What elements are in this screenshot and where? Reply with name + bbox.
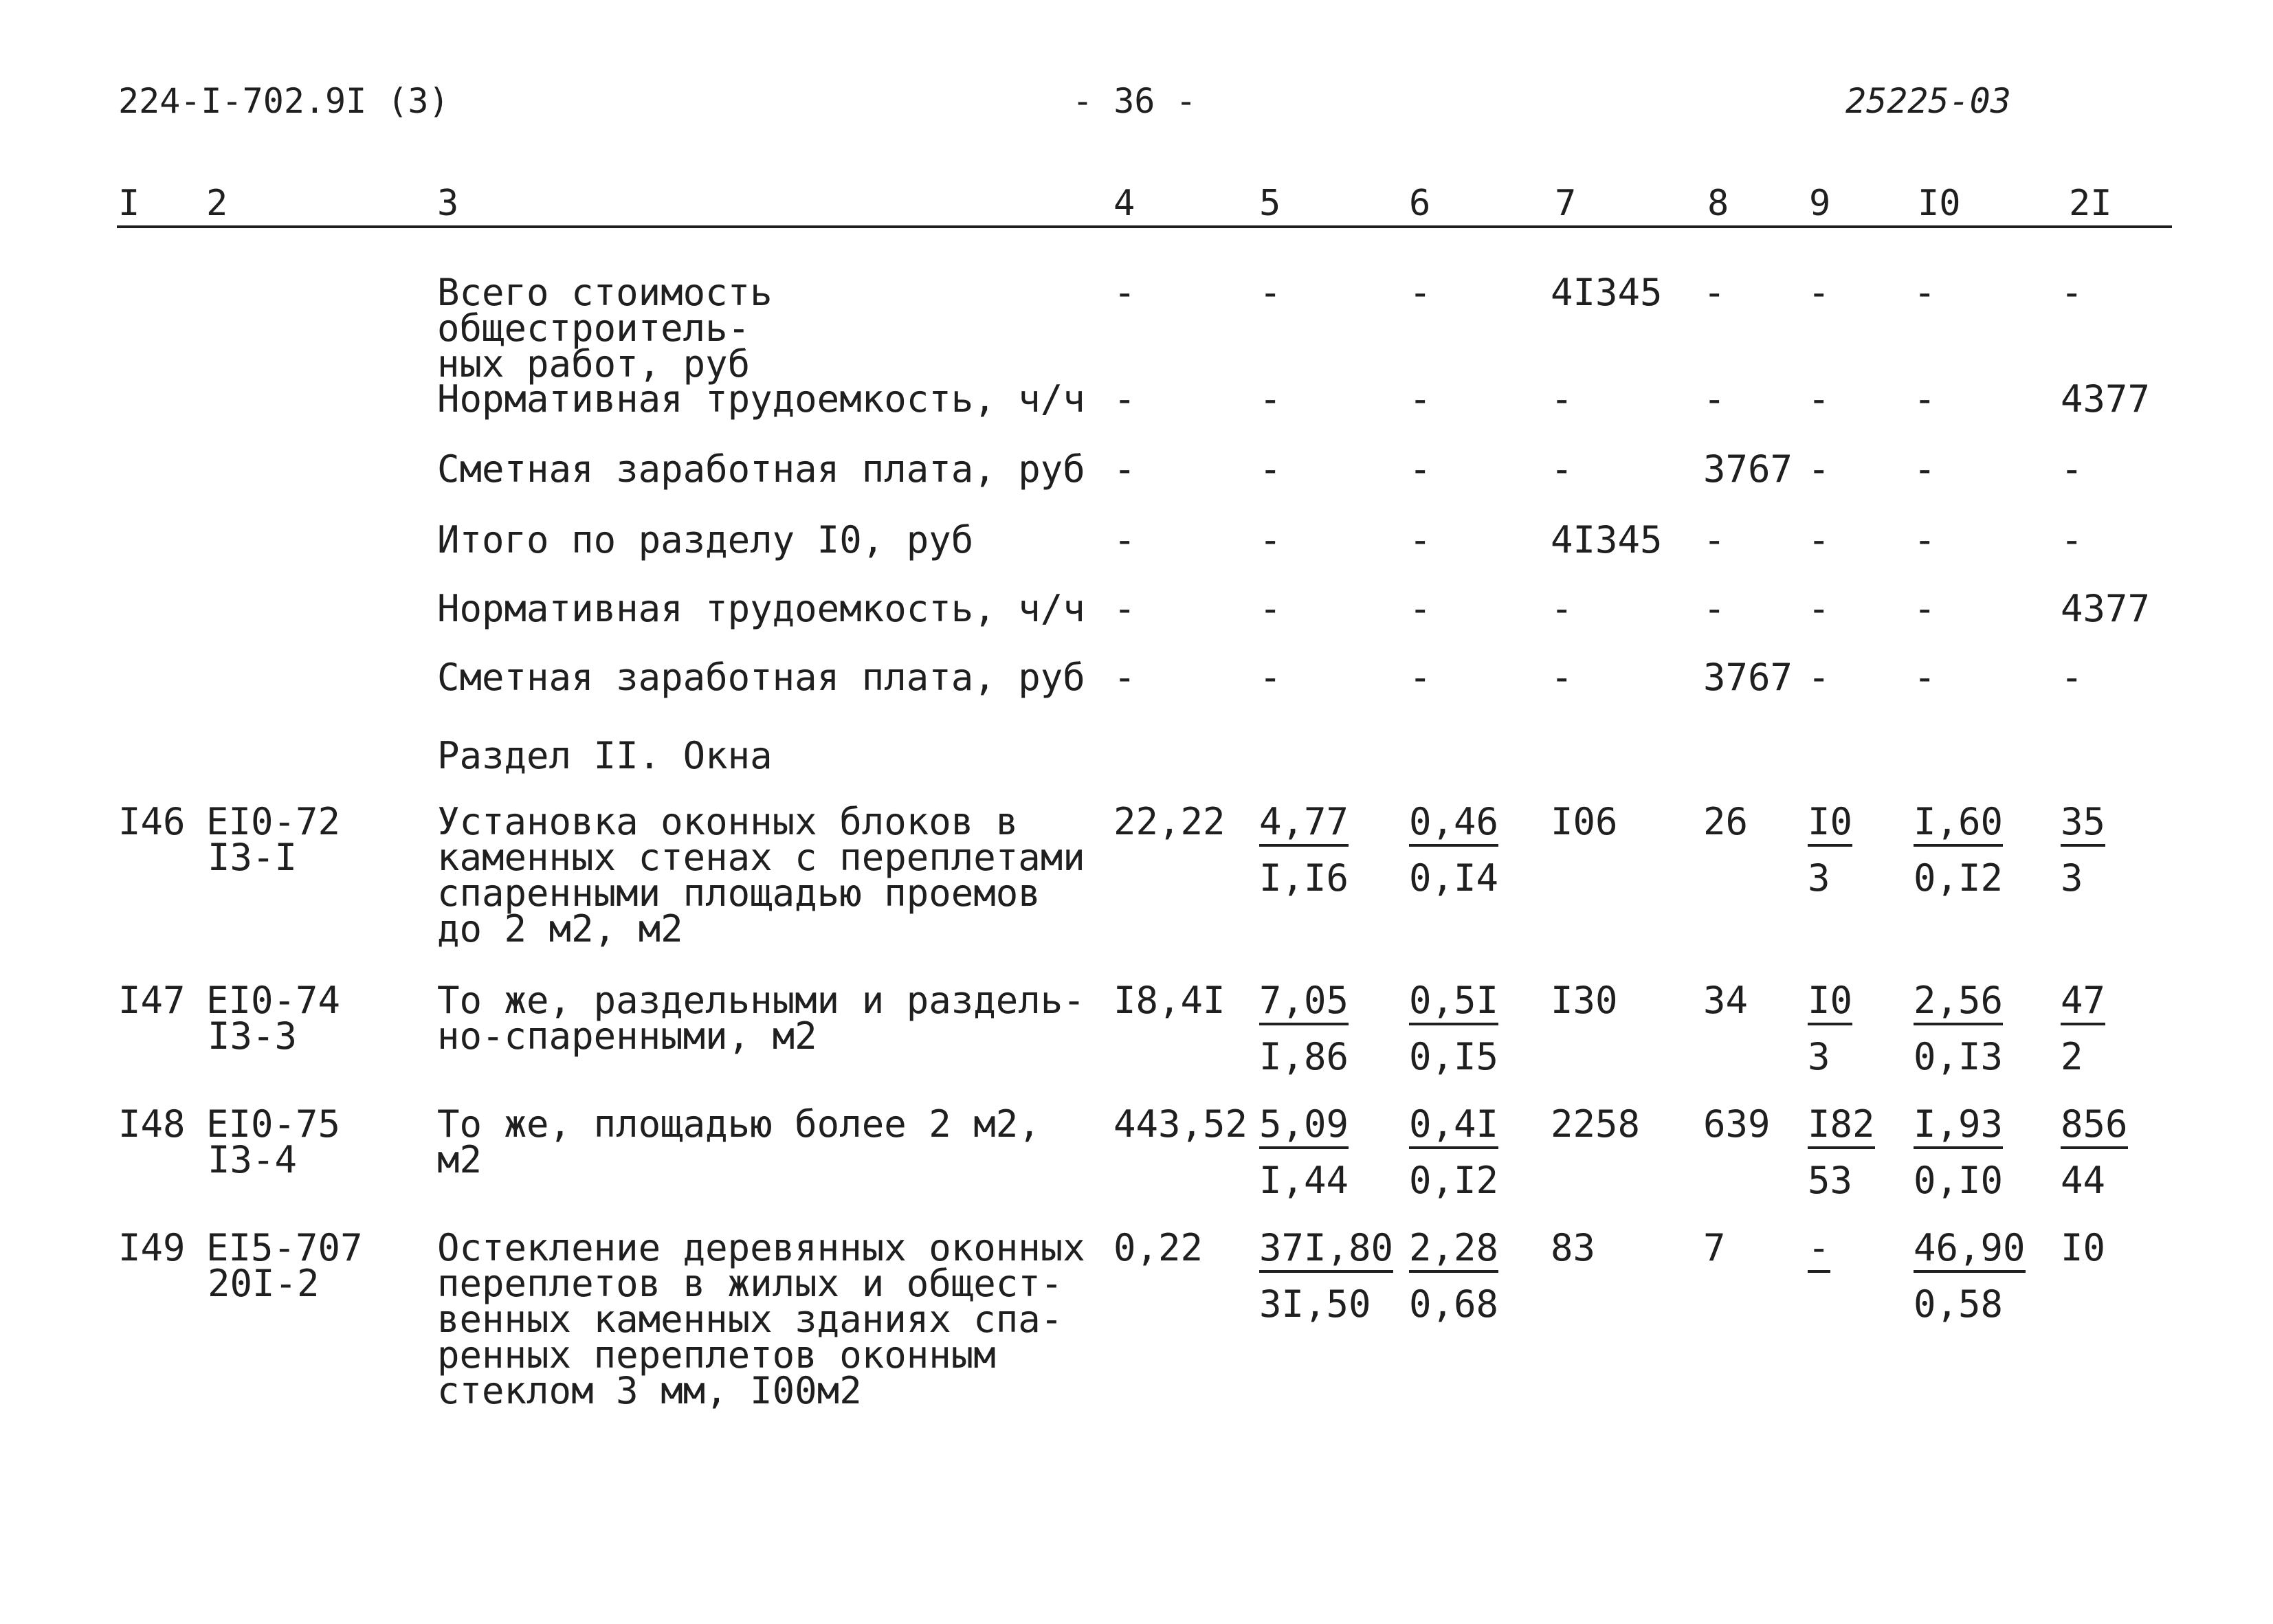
summary-cell-c21: - xyxy=(2061,518,2083,561)
summary-cell-c10: - xyxy=(1914,587,1936,630)
item-cell-c4: I8,4I xyxy=(1113,979,1226,1022)
column-header-1: I xyxy=(118,183,140,224)
section-title: Раздел II. Окна xyxy=(437,734,773,777)
fraction-numerator: 0,5I xyxy=(1409,983,1498,1025)
fraction-denominator: 3 xyxy=(2061,856,2083,900)
fraction-denominator: 2 xyxy=(2061,1035,2083,1078)
summary-cell-c4: - xyxy=(1113,377,1136,421)
summary-cell-c6: - xyxy=(1409,587,1432,630)
column-header-10: I0 xyxy=(1918,183,1961,224)
fraction-numerator: 4,77 xyxy=(1259,804,1349,847)
fraction-denominator: I,86 xyxy=(1259,1035,1349,1078)
fraction-denominator: 3I,50 xyxy=(1259,1282,1371,1326)
item-code-sub: I3-3 xyxy=(208,1014,298,1058)
summary-cell-c9: - xyxy=(1808,447,1830,491)
summary-cell-c9: - xyxy=(1808,656,1830,699)
fraction-denominator: I,I6 xyxy=(1259,856,1349,900)
summary-cell-c7: - xyxy=(1551,447,1573,491)
item-code: EI0-75 xyxy=(206,1102,341,1146)
item-code: EI5-707 xyxy=(206,1226,363,1269)
summary-cell-c6: - xyxy=(1409,656,1432,699)
summary-cell-c8: 3767 xyxy=(1703,656,1793,699)
summary-row-label: Всего стоимость общестроитель- ных работ, руб xyxy=(437,271,773,386)
page-number: - 36 - xyxy=(1072,81,1197,121)
summary-cell-c9: - xyxy=(1808,587,1830,630)
summary-cell-c21: - xyxy=(2061,271,2083,314)
item-fraction-c5 xyxy=(1259,800,1349,900)
item-cell-c4: 22,22 xyxy=(1113,800,1226,843)
item-cell-c8: 26 xyxy=(1703,800,1749,843)
item-fraction-c6 xyxy=(1409,800,1499,900)
summary-cell-c8: - xyxy=(1703,271,1726,314)
fraction-denominator: 0,I4 xyxy=(1409,856,1499,900)
item-code: EI0-74 xyxy=(206,979,341,1022)
item-cell-c4: 0,22 xyxy=(1113,1226,1204,1269)
item-fraction-c6 xyxy=(1409,979,1499,1078)
fraction-numerator: 47 xyxy=(2061,983,2105,1025)
summary-cell-c7: - xyxy=(1551,377,1573,421)
column-header-3: 3 xyxy=(437,183,459,224)
fraction-numerator: I0 xyxy=(1808,804,1852,847)
item-fraction-c10 xyxy=(1914,1226,2026,1326)
item-cell-c4: 443,52 xyxy=(1113,1102,1248,1146)
summary-cell-c8: - xyxy=(1703,587,1726,630)
summary-cell-c10: - xyxy=(1914,377,1936,421)
item-cell-c7: 2258 xyxy=(1551,1102,1641,1146)
fraction-numerator: 0,4I xyxy=(1409,1106,1498,1149)
column-header-11: 2I xyxy=(2069,183,2112,224)
column-header-9: 9 xyxy=(1809,183,1831,224)
summary-row-label: Итого по разделу I0, руб xyxy=(437,518,974,561)
fraction-denominator: 0,I5 xyxy=(1409,1035,1499,1078)
summary-row-label: Нормативная трудоемкость, ч/ч xyxy=(437,587,1085,630)
header-rule xyxy=(117,225,2172,228)
summary-cell-c10: - xyxy=(1914,656,1936,699)
fraction-numerator: 46,90 xyxy=(1914,1230,2026,1273)
item-code-sub: I3-I xyxy=(208,836,298,879)
summary-cell-c8: 3767 xyxy=(1703,447,1793,491)
fraction-denominator: 0,I2 xyxy=(1914,856,2004,900)
fraction-numerator: 2,56 xyxy=(1914,983,2003,1025)
summary-cell-c4: - xyxy=(1113,518,1136,561)
item-cell-c8: 34 xyxy=(1703,979,1749,1022)
item-description: То же, раздельными и раздель- но-спаренными, м2 xyxy=(437,979,1085,1058)
fraction-numerator: 5,09 xyxy=(1259,1106,1349,1149)
fraction-denominator: 0,I3 xyxy=(1914,1035,2004,1078)
fraction-denominator: 0,I2 xyxy=(1409,1159,1499,1202)
summary-cell-c5: - xyxy=(1259,656,1282,699)
fraction-numerator: - xyxy=(1808,1230,1830,1273)
summary-cell-c21: - xyxy=(2061,656,2083,699)
summary-cell-c8: - xyxy=(1703,518,1726,561)
item-fraction-c10 xyxy=(1914,1102,2004,1202)
item-cell-c7: I30 xyxy=(1551,979,1618,1022)
item-fraction-c5 xyxy=(1259,1102,1349,1202)
summary-cell-c6: - xyxy=(1409,447,1432,491)
summary-cell-c7: - xyxy=(1551,587,1573,630)
summary-row-label: Сметная заработная плата, руб xyxy=(437,656,1085,699)
fraction-numerator: I0 xyxy=(1808,983,1852,1025)
summary-row-label: Сметная заработная плата, руб xyxy=(437,447,1085,491)
item-fraction-c21 xyxy=(2061,800,2106,900)
fraction-numerator: 856 xyxy=(2061,1106,2128,1149)
fraction-denominator: 0,68 xyxy=(1409,1282,1499,1326)
fraction-denominator xyxy=(1808,1287,1830,1322)
fraction-denominator: 53 xyxy=(1808,1159,1853,1202)
summary-cell-c5: - xyxy=(1259,587,1282,630)
fraction-numerator: I,60 xyxy=(1914,804,2003,847)
item-number: I49 xyxy=(118,1226,186,1269)
fraction-numerator: 2,28 xyxy=(1409,1230,1498,1273)
fraction-denominator: 0,58 xyxy=(1914,1282,2004,1326)
summary-cell-c4: - xyxy=(1113,447,1136,491)
summary-cell-c5: - xyxy=(1259,447,1282,491)
fraction-denominator: I,44 xyxy=(1259,1159,1349,1202)
summary-cell-c9: - xyxy=(1808,271,1830,314)
inventory-number: 25225-03 xyxy=(1845,81,2011,121)
item-fraction-c9 xyxy=(1808,1102,1875,1202)
item-fraction-c9 xyxy=(1808,800,1853,900)
item-number: I48 xyxy=(118,1102,186,1146)
item-description: Остекление деревянных оконных переплетов в жилых и общест- венных каменных зданиях спа- ренных переплетов оконным стеклом 3 мм, I00м2 xyxy=(437,1226,1085,1412)
item-cell-c7: 83 xyxy=(1551,1226,1596,1269)
summary-cell-c6: - xyxy=(1409,271,1432,314)
summary-cell-c21: - xyxy=(2061,447,2083,491)
summary-cell-c4: - xyxy=(1113,656,1136,699)
item-cell-c21: I0 xyxy=(2061,1226,2106,1269)
summary-cell-c10: - xyxy=(1914,271,1936,314)
item-code-sub: I3-4 xyxy=(208,1138,298,1181)
summary-cell-c10: - xyxy=(1914,447,1936,491)
fraction-denominator: 3 xyxy=(1808,856,1830,900)
item-cell-c7: I06 xyxy=(1551,800,1618,843)
summary-cell-c7: 4I345 xyxy=(1551,271,1663,314)
item-code-sub: 20I-2 xyxy=(208,1262,320,1305)
fraction-numerator: I82 xyxy=(1808,1106,1875,1149)
item-fraction-c6 xyxy=(1409,1226,1499,1326)
document-code: 224-I-702.9I (3) xyxy=(118,81,450,121)
summary-cell-c9: - xyxy=(1808,518,1830,561)
summary-cell-c5: - xyxy=(1259,518,1282,561)
fraction-denominator: 3 xyxy=(1808,1035,1830,1078)
fraction-numerator: 7,05 xyxy=(1259,983,1349,1025)
item-fraction-c21 xyxy=(2061,979,2106,1078)
summary-cell-c9: - xyxy=(1808,377,1830,421)
fraction-denominator: 44 xyxy=(2061,1159,2106,1202)
item-fraction-c10 xyxy=(1914,979,2004,1078)
summary-cell-c4: - xyxy=(1113,587,1136,630)
fraction-numerator: 37I,80 xyxy=(1259,1230,1393,1273)
summary-row-label: Нормативная трудоемкость, ч/ч xyxy=(437,377,1085,421)
column-header-5: 5 xyxy=(1259,183,1281,224)
summary-cell-c7: - xyxy=(1551,656,1573,699)
summary-cell-c4: - xyxy=(1113,271,1136,314)
item-number: I47 xyxy=(118,979,186,1022)
item-fraction-c9 xyxy=(1808,979,1853,1078)
summary-cell-c6: - xyxy=(1409,377,1432,421)
item-description: Установка оконных блоков в каменных стенах с переплетами спаренными площадью проемов до 2 м2, м2 xyxy=(437,800,1085,950)
item-number: I46 xyxy=(118,800,186,843)
fraction-numerator: 0,46 xyxy=(1409,804,1498,847)
column-header-6: 6 xyxy=(1409,183,1431,224)
fraction-denominator: 0,I0 xyxy=(1914,1159,2004,1202)
summary-cell-c5: - xyxy=(1259,377,1282,421)
fraction-numerator: I,93 xyxy=(1914,1106,2003,1149)
column-header-4: 4 xyxy=(1113,183,1135,224)
item-description: То же, площадью более 2 м2, м2 xyxy=(437,1102,1041,1181)
item-fraction-c9 xyxy=(1808,1226,1830,1322)
summary-cell-c8: - xyxy=(1703,377,1726,421)
summary-cell-c5: - xyxy=(1259,271,1282,314)
item-fraction-c5 xyxy=(1259,979,1349,1078)
item-cell-c8: 639 xyxy=(1703,1102,1771,1146)
item-code: EI0-72 xyxy=(206,800,341,843)
item-fraction-c5 xyxy=(1259,1226,1394,1326)
summary-cell-c6: - xyxy=(1409,518,1432,561)
fraction-numerator: 35 xyxy=(2061,804,2105,847)
column-header-8: 8 xyxy=(1707,183,1729,224)
summary-cell-c10: - xyxy=(1914,518,1936,561)
column-header-2: 2 xyxy=(206,183,228,224)
column-header-7: 7 xyxy=(1555,183,1577,224)
item-fraction-c10 xyxy=(1914,800,2004,900)
summary-cell-c7: 4I345 xyxy=(1551,518,1663,561)
summary-cell-c21: 4377 xyxy=(2061,587,2151,630)
item-cell-c8: 7 xyxy=(1703,1226,1726,1269)
item-fraction-c21 xyxy=(2061,1102,2128,1202)
item-fraction-c6 xyxy=(1409,1102,1499,1202)
summary-cell-c21: 4377 xyxy=(2061,377,2151,421)
